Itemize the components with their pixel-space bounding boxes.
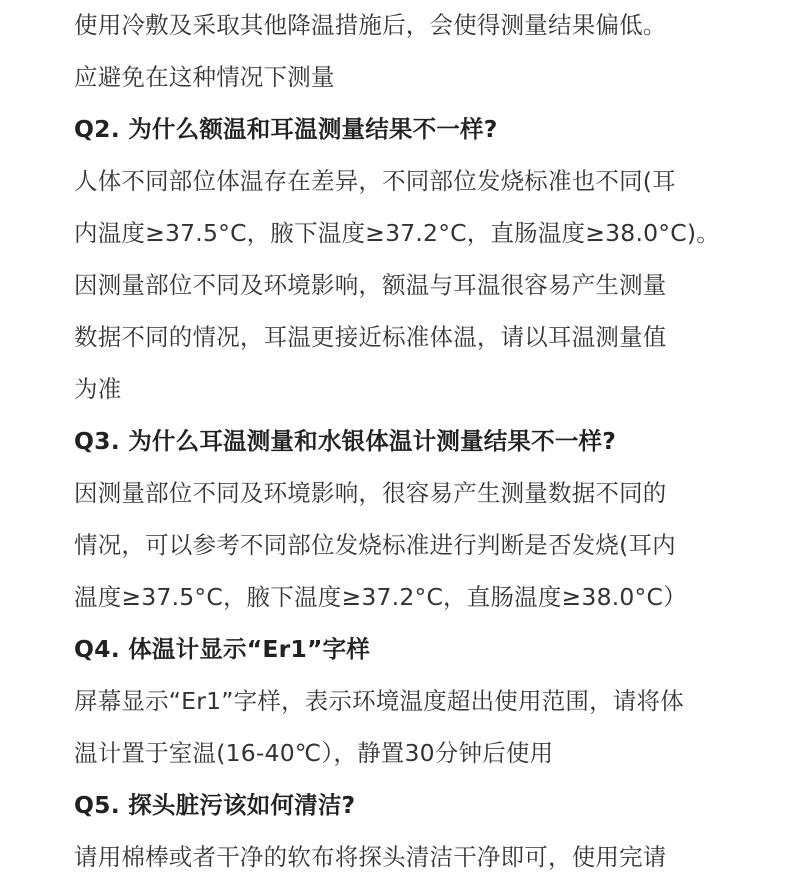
faq-item-q2 — [74, 103, 744, 415]
faq-answer-line: 数据不同的情况，耳温更接近标准体温，请以耳温测量值 — [74, 323, 667, 351]
faq-item-q5 — [74, 779, 744, 883]
faq-answer-line: 情况，可以参考不同部位发烧标准进行判断是否发烧(耳内 — [74, 531, 676, 559]
faq-item-q4 — [74, 623, 744, 779]
intro-line: 使用冷敷及采取其他降温措施后，会使得测量结果偏低。 — [74, 11, 667, 39]
faq-answer-line: 因测量部位不同及环境影响，额温与耳温很容易产生测量 — [74, 271, 667, 299]
faq-answer-line: 温计置于室温(16-40℃），静置30分钟后使用 — [74, 739, 554, 767]
faq-answer-line: 为准 — [74, 375, 122, 403]
intro-section — [74, 0, 744, 103]
faq-question: Q2. 为什么额温和耳温测量结果不一样? — [74, 115, 498, 143]
faq-answer-line: 因测量部位不同及环境影响，很容易产生测量数据不同的 — [74, 479, 667, 507]
intro-line: 应避免在这种情况下测量 — [74, 63, 335, 91]
faq-item-q3 — [74, 415, 744, 623]
faq-answer-line: 请用棉棒或者干净的软布将探头清洁干净即可，使用完请 — [74, 843, 667, 871]
faq-answer-line: 屏幕显示“Er1”字样，表示环境温度超出使用范围，请将体 — [74, 687, 684, 715]
faq-question: Q5. 探头脏污该如何清洁? — [74, 791, 356, 819]
faq-answer-line: 人体不同部位体温存在差异，不同部位发烧标准也不同(耳 — [74, 167, 676, 195]
faq-question: Q4. 体温计显示“Er1”字样 — [74, 635, 371, 663]
faq-document — [74, 0, 744, 883]
faq-answer-line: 内温度≥37.5°C，腋下温度≥37.2°C，直肠温度≥38.0°C)。 — [74, 219, 720, 247]
faq-answer-line: 温度≥37.5°C，腋下温度≥37.2°C，直肠温度≥38.0°C） — [74, 583, 687, 611]
faq-question: Q3. 为什么耳温测量和水银体温计测量结果不一样? — [74, 427, 617, 455]
